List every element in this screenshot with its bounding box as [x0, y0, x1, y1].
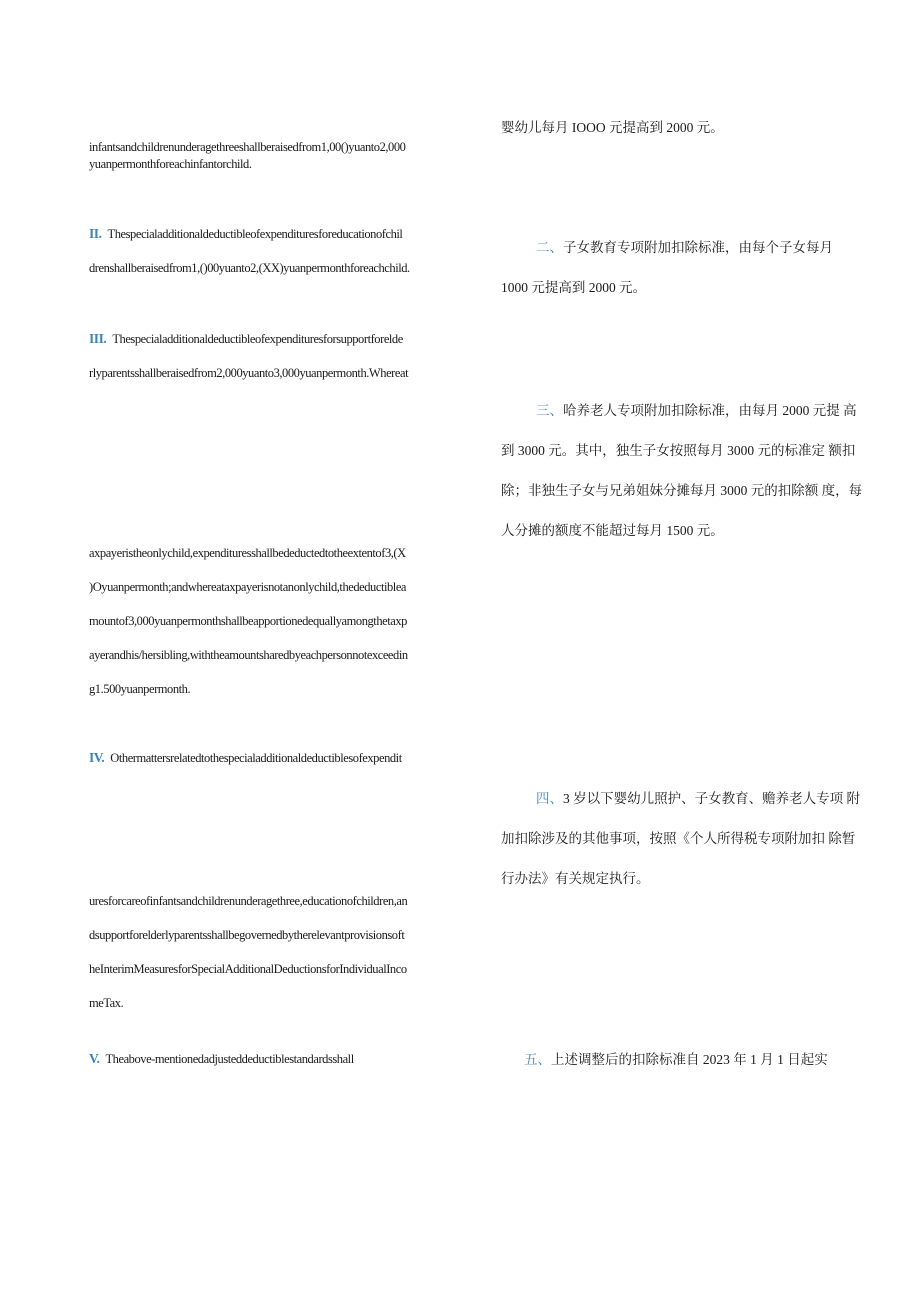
text-line: 除；非独生子女与兄弟姐妹分摊每月 3000 元的扣除额 度，每 — [501, 483, 863, 498]
text-line: mountof3,000yuanpermonthshallbeapportionedequallyamongthetaxp — [89, 614, 407, 628]
text-line: 到 3000 元。其中，独生子女按照每月 3000 元的标准定 额扣 — [501, 443, 856, 458]
text-line: 1000 元提高到 2000 元。 — [501, 280, 647, 295]
text-line: 子女教育专项附加扣除标准，由每个子女每月 — [563, 240, 833, 255]
cn-paragraph-four — [501, 779, 860, 899]
en-paragraph-iv-continued — [89, 884, 407, 1020]
en-paragraph-iii-continued — [89, 536, 408, 706]
text-line: Theabove-mentionedadjusteddeductiblestandardsshall — [105, 1052, 354, 1066]
text-line: 人分摊的额度不能超过每月 1500 元。 — [501, 523, 724, 538]
text-line: g1.500yuanpermonth. — [89, 682, 191, 696]
text-line: 哈养老人专项附加扣除标准，由每月 2000 元提 高 — [563, 403, 857, 418]
cn-paragraph-three — [501, 391, 862, 551]
text-line: 行办法》有关规定执行。 — [501, 871, 650, 886]
en-paragraph-iv — [89, 741, 402, 775]
section-number: V. — [89, 1051, 100, 1066]
text-line: heInterimMeasuresforSpecialAdditionalDeductionsforIndividualInco — [89, 962, 407, 976]
text-line: meTax. — [89, 996, 124, 1010]
section-number: III. — [89, 331, 107, 346]
section-number: 四、 — [536, 791, 563, 806]
section-number: 三、 — [536, 403, 563, 418]
section-number: IV. — [89, 750, 105, 765]
text-line: )Oyuanpermonth;andwhereataxpayerisnotanonlychild,thedeductiblea — [89, 580, 407, 594]
section-number: 二、 — [536, 240, 563, 255]
text-line: 3 岁以下婴幼儿照护、子女教育、赡养老人专项 附 — [563, 791, 860, 806]
text-line: Othermattersrelatedtothespecialadditionaldeductiblesofexpendit — [110, 751, 402, 765]
en-paragraph-infant-care-end — [89, 139, 405, 173]
text-line: axpayeristheonlychild,expendituresshallbedeductedtotheextentof3,(X — [89, 546, 406, 560]
text-line: dsupportforelderlyparentsshallbegovernedbytherelevantprovisionsoft — [89, 928, 405, 942]
text-line: yuanpermonthforeachinfantorchild. — [89, 157, 252, 171]
cn-paragraph-infant-care-end — [501, 115, 724, 141]
en-paragraph-v — [89, 1042, 354, 1076]
cn-paragraph-two — [501, 228, 833, 308]
text-line: rlyparentsshallberaisedfrom2,000yuanto3,000yuanpermonth.Whereat — [89, 366, 409, 380]
text-line: 上述调整后的扣除标准自 2023 年 1 月 1 日起实 — [551, 1052, 828, 1067]
text-line: ayerandhis/hersibling,withtheamountsharedbyeachpersonnotexceedin — [89, 648, 408, 662]
en-paragraph-iii — [89, 322, 408, 390]
text-line: 加扣除涉及的其他事项，按照《个人所得税专项附加扣 除暂 — [501, 831, 856, 846]
text-line: Thespecialadditionaldeductibleofexpendituresforsupportforelde — [112, 332, 403, 346]
text-line: infantsandchildrenunderagethreeshallberaisedfrom1,00()yuanto2,000 — [89, 140, 406, 154]
section-number: II. — [89, 226, 102, 241]
text-line: 婴幼儿每月 IOOO 元提高到 2000 元。 — [501, 120, 724, 135]
section-number: 五、 — [524, 1052, 551, 1067]
cn-paragraph-five — [489, 1040, 828, 1080]
text-line: drenshallberaisedfrom1,()00yuanto2,(XX)yuanpermonthforeachchild. — [89, 261, 410, 275]
text-line: Thespecialadditionaldeductibleofexpendituresforeducationofchil — [107, 227, 403, 241]
text-line: uresforcareofinfantsandchildrenunderagethree,educationofchildren,an — [89, 894, 408, 908]
en-paragraph-ii — [89, 217, 410, 285]
